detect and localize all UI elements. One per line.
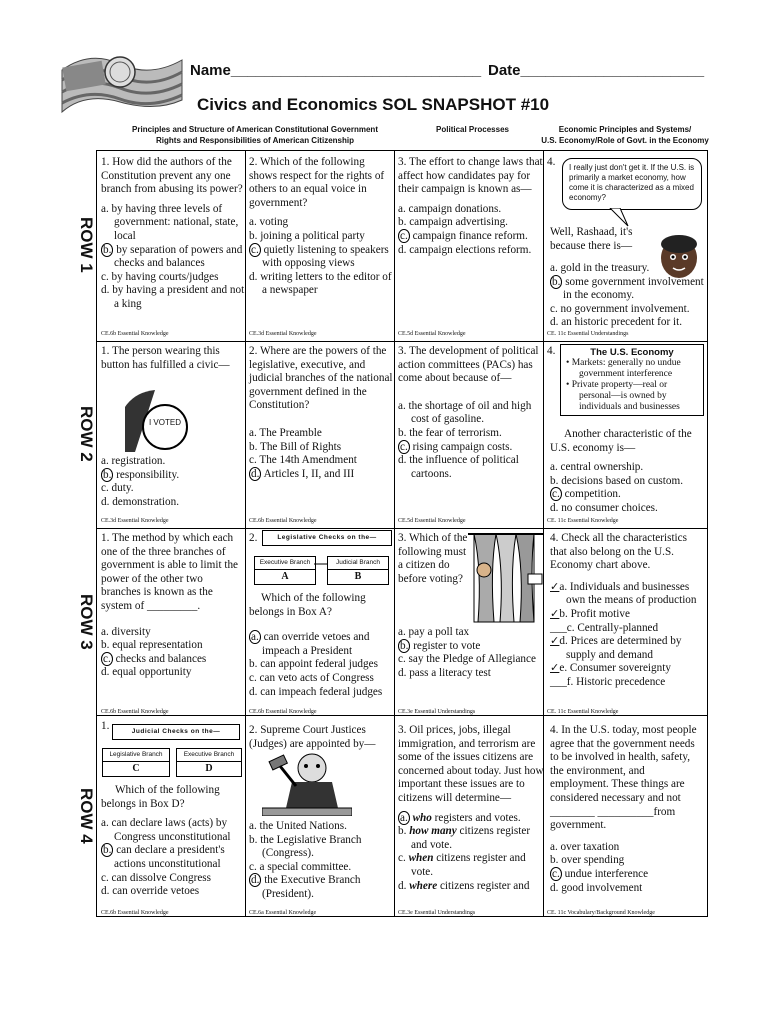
info-box-item: • Markets: generally no undue government interference <box>566 358 681 379</box>
answer-text: checks and balances <box>112 652 207 665</box>
page-header <box>0 0 770 150</box>
selected-mark: b. <box>400 639 409 652</box>
selected-mark: b. <box>103 243 112 256</box>
question-r1-c2 <box>249 156 395 298</box>
checklist-text: a. Individuals and businesses own the means of production <box>559 580 697 607</box>
question-text: Which of the following belongs in Box D? <box>101 784 220 810</box>
question-r2-c2 <box>249 345 395 481</box>
flag-icon <box>60 50 185 125</box>
standard-tag: CE. 11c Essential Understandings <box>547 331 629 337</box>
column-header-3 <box>540 124 710 146</box>
question-text: 4. In the U.S. today, most people agree that the government needs to be involved in health, safety, the environment, and employment. These things are considered necessary and not ________ __________from government. <box>550 724 697 832</box>
question-number: 1. <box>101 720 110 732</box>
answer-option[interactable]: b. the Legislative Branch (Congress). <box>249 833 362 860</box>
selected-mark: b. <box>552 275 561 288</box>
answer-option[interactable]: c. a special committee. <box>249 860 352 873</box>
checklist-text: c. Centrally-planned <box>566 621 659 634</box>
checklist-item[interactable] <box>550 635 706 662</box>
question-r1-c4-options <box>550 262 706 330</box>
standard-tag: CE.5d Essential Knowledge <box>398 518 466 524</box>
question-r2-c1 <box>101 345 245 378</box>
question-text: 3. Oil prices, jobs, illegal immigration, and terrorism are some of the issues citizens are concerned about today. Just how important these issues are to citizens will determine— <box>398 724 544 804</box>
diagram-title: Legislative Checks on the— <box>262 530 392 546</box>
emphasis: where <box>409 879 438 892</box>
grid-divider <box>97 528 707 529</box>
answer-option[interactable]: b. The Bill of Rights <box>249 440 342 453</box>
question-r1-c1 <box>101 156 245 312</box>
checkmark: ✓ <box>550 607 560 620</box>
selected-mark: c. <box>251 243 259 256</box>
question-text: 3. Which of the following must a citizen do before voting? <box>398 532 468 585</box>
checklist-text: e. Consumer sovereignty <box>559 662 671 675</box>
selected-mark: a. <box>251 631 259 644</box>
answer-option-selected[interactable] <box>550 868 706 882</box>
question-text: 1. How did the authors of the Constitution prevent any one branch from abusing its power? <box>101 156 243 196</box>
question-text: 3. The development of political action committees (PACs) has come about because of— <box>398 345 539 385</box>
question-text: Another characteristic of the U.S. economy is— <box>550 428 692 454</box>
answer-option[interactable]: d. can override vetoes <box>101 885 200 898</box>
answer-option-selected[interactable] <box>101 844 245 871</box>
answer-text: citizens register and vote. <box>411 825 531 851</box>
diagram-box-judicial: Judicial Branch <box>327 556 389 570</box>
column-header-line: U.S. Economy/Role of Govt. in the Economy <box>541 136 709 145</box>
answer-option-selected[interactable] <box>101 469 245 483</box>
column-header-line: Economic Principles and Systems/ <box>558 125 692 134</box>
answer-option-selected[interactable] <box>101 653 245 667</box>
answer-option[interactable]: b. over spending <box>550 854 625 867</box>
question-text: Which of the following belongs in Box A? <box>249 592 366 618</box>
answer-option-selected[interactable] <box>550 488 706 502</box>
answer-option[interactable]: c. can dissolve Congress <box>101 871 211 884</box>
box-c: C <box>102 761 170 777</box>
question-r4-c3 <box>398 724 544 893</box>
standard-tag: CE.5d Essential Knowledge <box>398 331 466 337</box>
blank: ___ <box>550 675 567 688</box>
answer-text: can declare a president's actions unconstitutional <box>113 844 225 870</box>
answer-option-selected[interactable] <box>101 244 245 271</box>
answer-option[interactable]: b. campaign advertising. <box>398 216 508 229</box>
question-r3-c3-options <box>398 626 544 680</box>
box-d: D <box>176 761 242 777</box>
answer-text: the Executive Branch (President). <box>261 874 361 900</box>
answer-option[interactable]: a. the United Nations. <box>249 820 347 832</box>
selected-mark: c. <box>400 229 408 242</box>
answer-option[interactable]: a. campaign donations. <box>398 202 502 215</box>
grid-divider <box>245 151 246 916</box>
question-text: Well, Rashaad, it's because there is— <box>550 226 633 252</box>
standard-tag: CE.6a Essential Knowledge <box>249 910 317 916</box>
question-number: 4. <box>547 345 556 357</box>
answer-option-selected[interactable] <box>249 468 395 482</box>
answer-option[interactable]: b. equal representation <box>101 639 203 652</box>
row-label-3: ROW 3 <box>77 593 96 650</box>
info-box-item: • Private property—real or personal—is owned by individuals and businesses <box>566 380 680 412</box>
answer-text: register to vote <box>410 639 481 652</box>
diagram-box-executive: Executive Branch <box>176 748 242 762</box>
answer-option[interactable]: c. no government involvement. <box>550 302 690 315</box>
answer-option[interactable]: c. by having courts/judges <box>101 270 219 283</box>
blank: ___ <box>550 621 567 634</box>
answer-option[interactable]: a. pay a poll tax <box>398 626 470 638</box>
standard-tag: CE. 11c Vocabulary/Background Knowledge <box>547 910 655 916</box>
question-number: 2. <box>249 532 258 544</box>
question-text: 4. Check all the characteristics that also belong on the U.S. Economy chart above. <box>550 532 687 572</box>
row-label-2: ROW 2 <box>77 406 96 462</box>
question-r4-c4 <box>550 724 706 895</box>
info-box-title: The U.S. Economy <box>590 347 674 358</box>
question-r3-c4 <box>550 532 706 690</box>
answer-option[interactable]: d. can impeach federal judges <box>249 685 383 698</box>
selected-mark: c. <box>400 440 408 453</box>
answer-option[interactable]: d. pass a literacy test <box>398 666 491 679</box>
answer-option[interactable] <box>398 880 544 894</box>
column-header-line: Principles and Structure of American Constitutional Government <box>132 125 378 134</box>
answer-option-selected[interactable] <box>249 631 395 658</box>
answer-option[interactable]: d. campaign elections reform. <box>398 243 532 256</box>
answer-option[interactable]: a. the shortage of oil and high cost of gasoline. <box>398 399 532 426</box>
answer-option-selected[interactable] <box>249 244 395 271</box>
answer-text: Articles I, II, and III <box>261 467 355 480</box>
box-b: B <box>327 569 389 585</box>
checkmark: ✓ <box>550 662 560 675</box>
answer-option[interactable]: d. no consumer choices. <box>550 501 658 514</box>
diagram-box-executive: Executive Branch <box>254 556 316 570</box>
standard-tag: CE.3e Essential Understandings <box>398 910 476 916</box>
standard-tag: CE. 11c Essential Knowledge <box>547 709 619 715</box>
question-r1-c4-intro <box>550 226 650 253</box>
question-r3-c1 <box>101 532 245 680</box>
answer-option[interactable]: c. say the Pledge of Allegiance <box>398 653 536 666</box>
row-label-4: ROW 4 <box>77 788 96 844</box>
answer-option-selected[interactable] <box>398 812 544 826</box>
standard-tag: CE.3e Essential Understandings <box>398 709 476 715</box>
answer-text: some government involvement in the economy. <box>562 275 704 302</box>
emphasis: when <box>408 852 434 865</box>
checkmark: ✓ <box>550 635 560 648</box>
standard-tag: CE.6b Essential Knowledge <box>249 709 317 715</box>
answer-text: responsibility. <box>113 468 180 481</box>
box-a: A <box>254 569 316 585</box>
checklist-item[interactable] <box>550 622 706 636</box>
standard-tag: CE.6b Essential Knowledge <box>101 331 169 337</box>
checklist-text: f. Historic precedence <box>566 675 666 688</box>
question-r4-c1-options <box>101 784 245 899</box>
column-header-2 <box>400 124 545 135</box>
speech-bubble: I really just don't get it. If the U.S. is primarily a market economy, how come it is characterized as a mixed economy? <box>562 158 702 210</box>
question-r4-c2 <box>249 724 395 751</box>
answer-option[interactable]: a. The Preamble <box>249 426 322 439</box>
answer-option[interactable]: a. gold in the treasury. <box>550 262 650 274</box>
question-r1-c3 <box>398 156 544 257</box>
emphasis: how many <box>409 825 457 838</box>
column-header-1 <box>110 124 400 146</box>
question-r3-c2-options <box>249 592 395 699</box>
answer-option[interactable]: a. central ownership. <box>550 461 644 474</box>
option-letter: c. <box>398 852 409 865</box>
checklist-item[interactable] <box>550 662 706 676</box>
answer-option[interactable]: d. by having a president and not a king <box>101 284 245 310</box>
diagram-title: Judicial Checks on the— <box>112 724 240 740</box>
answer-option-selected[interactable] <box>398 640 544 654</box>
answer-option[interactable]: b. joining a political party <box>249 229 365 242</box>
question-text: 3. The effort to change laws that affect how candidates pay for their campaign is known as— <box>398 156 543 196</box>
answer-option[interactable]: b. decisions based on custom. <box>550 474 683 487</box>
answer-option-selected[interactable] <box>550 276 706 303</box>
judge-gavel-icon <box>262 750 352 816</box>
selected-mark: a. <box>400 811 408 824</box>
answer-text: campaign finance reform. <box>409 229 528 242</box>
emphasis: who <box>412 811 432 824</box>
answer-text: citizens register and vote. <box>411 852 526 878</box>
grid-divider <box>97 715 707 716</box>
economy-info-box <box>560 344 704 416</box>
standard-tag: CE.3d Essential Knowledge <box>101 518 169 524</box>
answer-option[interactable]: a. registration. <box>101 455 166 467</box>
grid-divider <box>97 341 707 342</box>
answer-text: competition. <box>561 488 621 501</box>
answer-option[interactable]: b. the fear of terrorism. <box>398 426 502 439</box>
question-number: 4. <box>547 156 556 168</box>
answer-option[interactable] <box>398 825 544 852</box>
answer-text: can override vetoes and impeach a President <box>260 631 370 657</box>
question-r2-c4-options <box>550 428 706 516</box>
answer-option[interactable]: a. diversity <box>101 625 151 638</box>
standard-tag: CE.6b Essential Knowledge <box>101 709 169 715</box>
answer-option[interactable]: c. can veto acts of Congress <box>249 671 374 684</box>
standard-tag: CE. 11c Essential Knowledge <box>547 518 619 524</box>
connector-icon <box>314 561 328 567</box>
column-header-line: Political Processes <box>436 125 509 134</box>
question-text: 1. The person wearing this button has fulfilled a civic— <box>101 345 230 371</box>
voting-booth-icon <box>468 530 544 624</box>
checklist-item[interactable] <box>550 676 706 690</box>
i-voted-button-icon <box>125 382 205 452</box>
question-text: 1. The method by which each one of the three branches of government is able to limit the power of the other two branches is known as the system of _________. <box>101 532 239 612</box>
name-field[interactable]: Name______________________________ <box>190 62 482 79</box>
answer-option-selected[interactable] <box>398 441 544 455</box>
question-r4-c2-options <box>249 820 395 902</box>
selected-mark: c. <box>552 867 560 880</box>
selected-mark: d. <box>251 874 260 887</box>
answer-option[interactable]: c. duty. <box>101 482 134 495</box>
page-title: Civics and Economics SOL SNAPSHOT #10 <box>197 95 550 114</box>
answer-option[interactable]: a. over taxation <box>550 840 620 853</box>
checkmark: ✓ <box>550 580 560 593</box>
answer-option[interactable]: b. can appoint federal judges <box>249 658 378 671</box>
standard-tag: CE.6b Essential Knowledge <box>101 910 169 916</box>
checklist-item[interactable] <box>550 608 706 622</box>
answer-text: quietly listening to speakers with opposing views <box>260 243 389 270</box>
selected-mark: b. <box>103 844 112 857</box>
answer-option[interactable]: d. good involvement <box>550 881 643 894</box>
answer-text: undue interference <box>561 867 649 880</box>
column-header-line: Rights and Responsibilities of American Citizenship <box>156 136 354 145</box>
button-label: I VOTED <box>148 418 181 427</box>
standard-tag: CE.3d Essential Knowledge <box>249 331 317 337</box>
question-r2-c3 <box>398 345 544 481</box>
question-text: 2. Which of the following shows respect for the rights of others to an equal voice in government? <box>249 156 385 209</box>
answer-option[interactable]: a. voting <box>249 216 289 229</box>
selected-mark: d. <box>251 467 260 480</box>
row-label-1: ROW 1 <box>77 217 96 273</box>
selected-mark: c. <box>552 488 560 501</box>
answer-option[interactable]: d. equal opportunity <box>101 666 192 679</box>
question-r3-c3 <box>398 532 470 586</box>
standard-tag: CE.6b Essential Knowledge <box>249 518 317 524</box>
answer-option[interactable]: d. an historic precedent for it. <box>550 316 683 329</box>
answer-option[interactable]: d. the influence of political cartoons. <box>398 454 519 480</box>
answer-option-selected[interactable] <box>249 874 395 901</box>
option-letter: d. <box>398 879 410 892</box>
checklist-text: d. Prices are determined by supply and demand <box>559 635 682 661</box>
answer-text: registers and votes. <box>431 811 521 824</box>
selected-mark: c. <box>103 652 111 665</box>
answer-option[interactable]: a. by having three levels of government: national, state, local <box>101 202 239 242</box>
answer-option[interactable]: a. can declare laws (acts) by Congress unconstitutional <box>101 817 231 843</box>
checklist-text: b. Profit motive <box>559 607 630 620</box>
checklist-item[interactable] <box>550 581 706 608</box>
selected-mark: b. <box>103 468 112 481</box>
answer-option-selected[interactable] <box>398 230 544 244</box>
answer-option[interactable]: d. demonstration. <box>101 495 179 508</box>
answer-option[interactable] <box>398 852 544 879</box>
answer-text: rising campaign costs. <box>409 440 513 453</box>
bubble-tail-icon <box>600 208 630 228</box>
answer-option[interactable]: c. The 14th Amendment <box>249 454 357 467</box>
option-letter: b. <box>398 825 410 838</box>
answer-option[interactable]: d. writing letters to the editor of a newspaper <box>249 270 392 297</box>
question-text: 2. Supreme Court Justices (Judges) are appointed by— <box>249 724 376 750</box>
answer-text: by separation of powers and checks and balances <box>113 243 243 270</box>
date-field[interactable]: Date______________________ <box>488 62 705 79</box>
question-r2-c1-options <box>101 455 245 509</box>
diagram-box-legislative: Legislative Branch <box>102 748 170 762</box>
question-text: 2. Where are the powers of the legislative, executive, and judicial branches of the national government defined in the Constitution? <box>249 345 393 412</box>
answer-text: citizens register and <box>437 879 530 892</box>
